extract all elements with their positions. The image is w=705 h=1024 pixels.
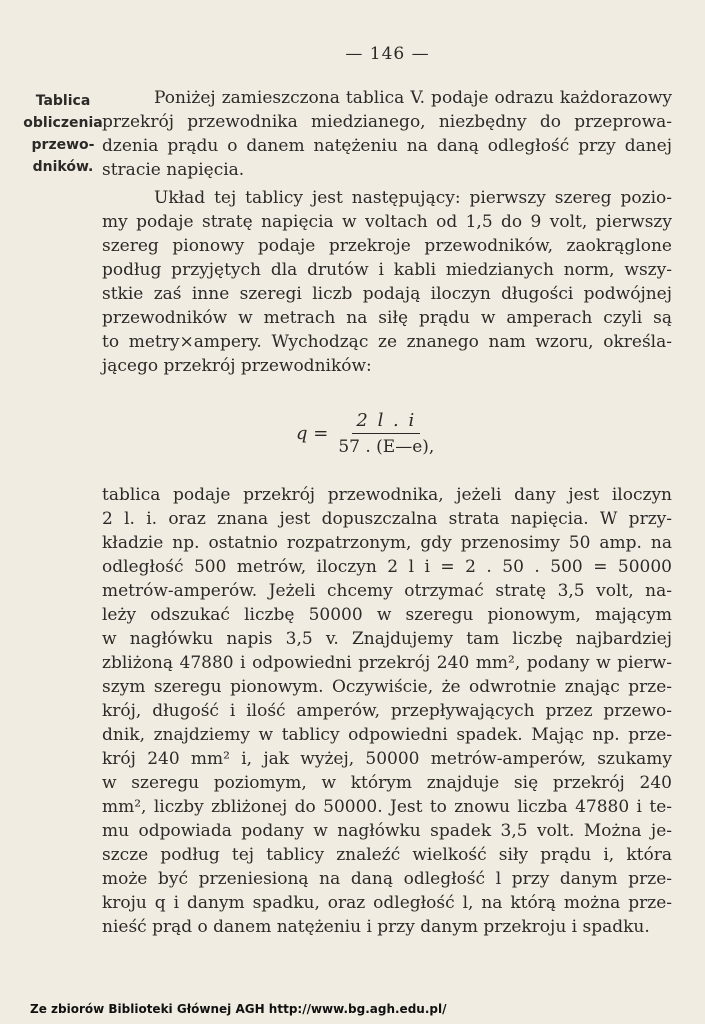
text-line: leży odszukać liczbę 50000 w szeregu pionowym, mającym xyxy=(102,605,672,625)
paragraph-1 xyxy=(102,86,672,182)
text-line: dzenia prądu o danem natężeniu na daną odległość przy danej xyxy=(102,136,672,156)
text-line: kroju q i danym spadku, oraz odległość l, na którą można prze- xyxy=(102,893,672,913)
text-line: szcze podług tej tablicy znaleźć wielkość siły prądu i, która xyxy=(102,845,672,865)
text-line: 2 l. i. oraz znana jest dopuszczalna strata napięcia. W przy- xyxy=(102,509,672,529)
marginal-line: dników. xyxy=(32,159,94,175)
text-line: odległość 500 metrów, iloczyn 2 l i = 2 . 50 . 500 = 50000 xyxy=(102,557,672,577)
text-line: kładzie np. ostatnio rozpatrzonym, gdy przenosimy 50 amp. na xyxy=(102,533,672,553)
text-line: dnik, znajdziemy w tablicy odpowiedni spadek. Mając np. prze- xyxy=(102,725,672,745)
text-line: krój, długość i ilość amperów, przepływających przez przewo- xyxy=(102,701,672,721)
text-line: tablica podaje przekrój przewodnika, jeżeli dany jest iloczyn xyxy=(102,485,672,505)
text-line: krój 240 mm² i, jak wyżej, 50000 metrów-amperów, szukamy xyxy=(102,749,672,769)
text-line: szym szeregu pionowym. Oczywiście, że odwrotnie znając prze- xyxy=(102,677,672,697)
marginal-line: Tablica xyxy=(35,93,91,109)
text-line: przekrój przewodnika miedzianego, niezbędny do przeprowa- xyxy=(102,112,672,132)
text-line: szereg pionowy podaje przekroje przewodników, zaokrąglone xyxy=(102,236,672,256)
text-line: stkie zaś inne szeregi liczb podają iloczyn długości podwójnej xyxy=(102,284,672,304)
text-line: przewodników w metrach na siłę prądu w amperach czyli są xyxy=(102,308,672,328)
paragraph-3 xyxy=(102,483,672,939)
text-line: podług przyjętych dla drutów i kabli miedzianych norm, wszy- xyxy=(102,260,672,280)
formula-lhs: q = xyxy=(296,423,329,444)
formula-fraction xyxy=(338,410,434,457)
text-line: stracie napięcia. xyxy=(102,160,245,180)
text-line: zbliżoną 47880 i odpowiedni przekrój 240 mm², podany w pierw- xyxy=(102,653,672,673)
text-line: może być przeniesioną na daną odległość l przy danym prze- xyxy=(102,869,672,889)
formula-numerator: 2 l . i xyxy=(352,410,420,434)
text-line: my podaje stratę napięcia w voltach od 1,5 do 9 volt, pierwszy xyxy=(102,212,672,232)
text-line: Układ tej tablicy jest następujący: pierwszy szereg pozio- xyxy=(154,188,672,208)
footer-attribution: Ze zbiorów Biblioteki Głównej AGH http://www.bg.agh.edu.pl/ xyxy=(30,1002,447,1016)
text-line: nieść prąd o danem natężeniu i przy danym przekroju i spadku. xyxy=(102,917,650,937)
paragraph-2 xyxy=(102,186,672,378)
page-number: — 146 — xyxy=(345,44,430,64)
text-line: w szeregu poziomym, w którym znajduje się przekrój 240 xyxy=(102,773,672,793)
text-line: mm², liczby zbliżonej do 50000. Jest to znowu liczba 47880 i te- xyxy=(102,797,672,817)
text-line: Poniżej zamieszczona tablica V. podaje odrazu każdorazowy xyxy=(154,88,672,108)
text-line: metrów-amperów. Jeżeli chcemy otrzymać stratę 3,5 volt, na- xyxy=(102,581,672,601)
text-line: to metry×ampery. Wychodząc ze znanego nam wzoru, określa- xyxy=(102,332,672,352)
marginal-line: przewo- xyxy=(31,137,95,153)
text-line: mu odpowiada podany w nagłówku spadek 3,5 volt. Można je- xyxy=(102,821,672,841)
text-line: w nagłówku napis 3,5 v. Znajdujemy tam liczbę najbardziej xyxy=(102,629,672,649)
text-line: jącego przekrój przewodników: xyxy=(102,356,372,376)
formula xyxy=(296,410,434,457)
marginal-line: obliczenia xyxy=(23,115,103,131)
formula-denominator: 57 . (E—e), xyxy=(338,437,435,457)
